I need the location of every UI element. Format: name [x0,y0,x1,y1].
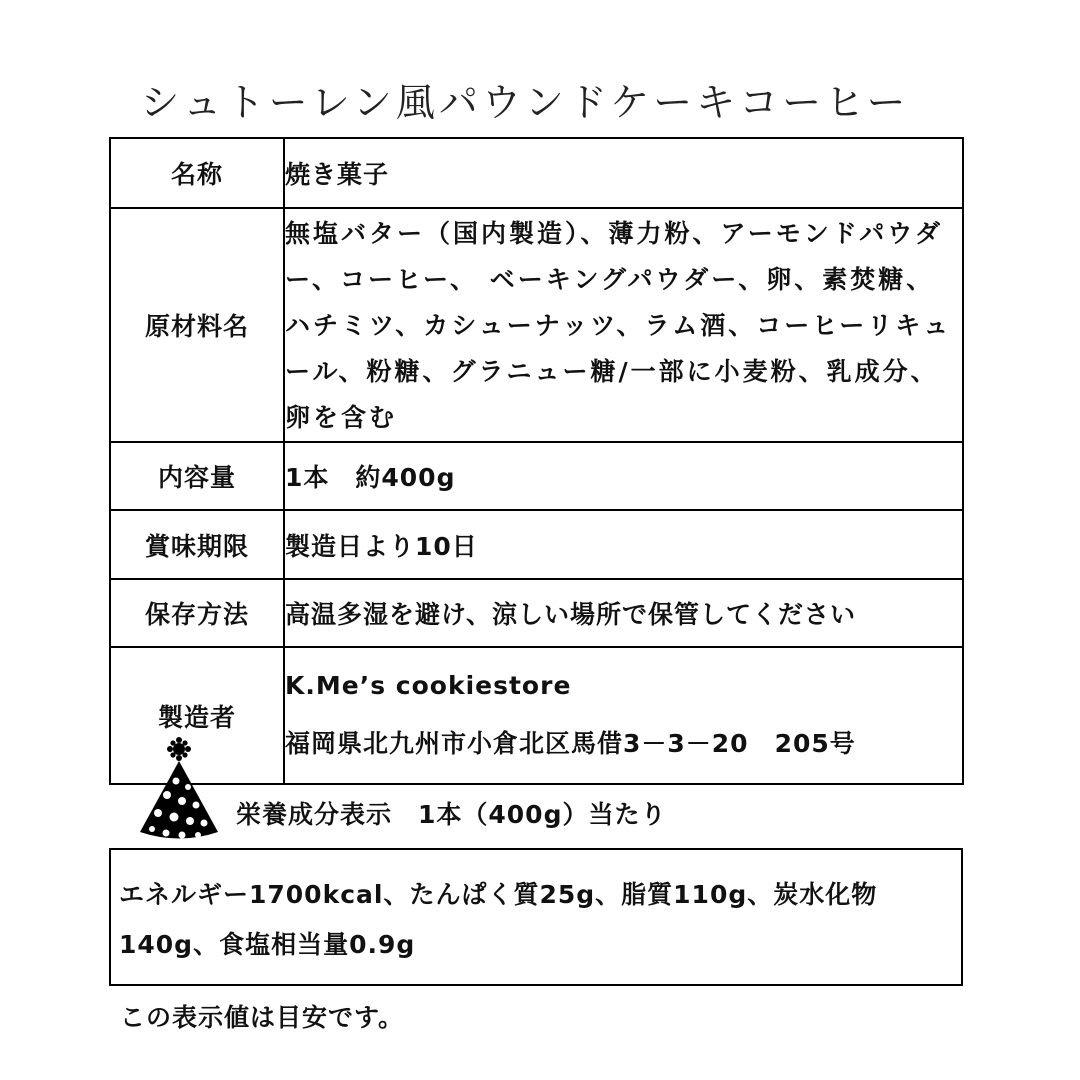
row-key-name: 名称 [110,138,284,208]
table-row [110,647,963,784]
party-hat-icon [132,737,228,847]
table-row [110,138,963,208]
table-row [110,208,963,442]
manufacturer-name: K.Me’s cookiestore [285,671,572,700]
nutrition-box [109,848,963,986]
row-value-expiry: 製造日より10日 [284,510,963,579]
row-value-manufacturer [284,647,963,784]
manufacturer-address: 福岡県北九州市小倉北区馬借3－3－20 205号 [285,729,856,758]
row-value-name: 焼き菓子 [284,138,963,208]
row-value-storage: 高温多湿を避け、涼しい場所で保管してください [284,579,963,647]
row-key-ingredients: 原材料名 [110,208,284,442]
nutrition-heading: 栄養成分表示 1本（400g）当たり [236,800,667,829]
nutrition-text: エネルギー1700kcal、たんぱく質25g、脂質110g、炭水化物140g、食塩相当量0.9g [119,880,878,959]
table-row [110,442,963,510]
product-label-table [109,137,964,785]
footnote: この表示値は目安です。 [120,1003,405,1032]
row-key-manufacturer: 製造者 [110,647,284,784]
row-key-storage: 保存方法 [110,579,284,647]
table-row [110,510,963,579]
row-value-ingredients: 無塩バター（国内製造）、薄力粉、アーモンドパウダー、コーヒー、 ベーキングパウダー、卵、素焚糖、 ハチミツ、カシューナッツ、ラム酒、コーヒーリキュール、粉糖、グラニュー糖/一部に小麦粉、乳成分、卵を含む [284,208,963,442]
row-key-expiry: 賞味期限 [110,510,284,579]
row-key-content: 内容量 [110,442,284,510]
table-row [110,579,963,647]
row-value-content: 1本 約400g [284,442,963,510]
page-title: シュトーレン風パウンドケーキコーヒー [140,81,910,126]
